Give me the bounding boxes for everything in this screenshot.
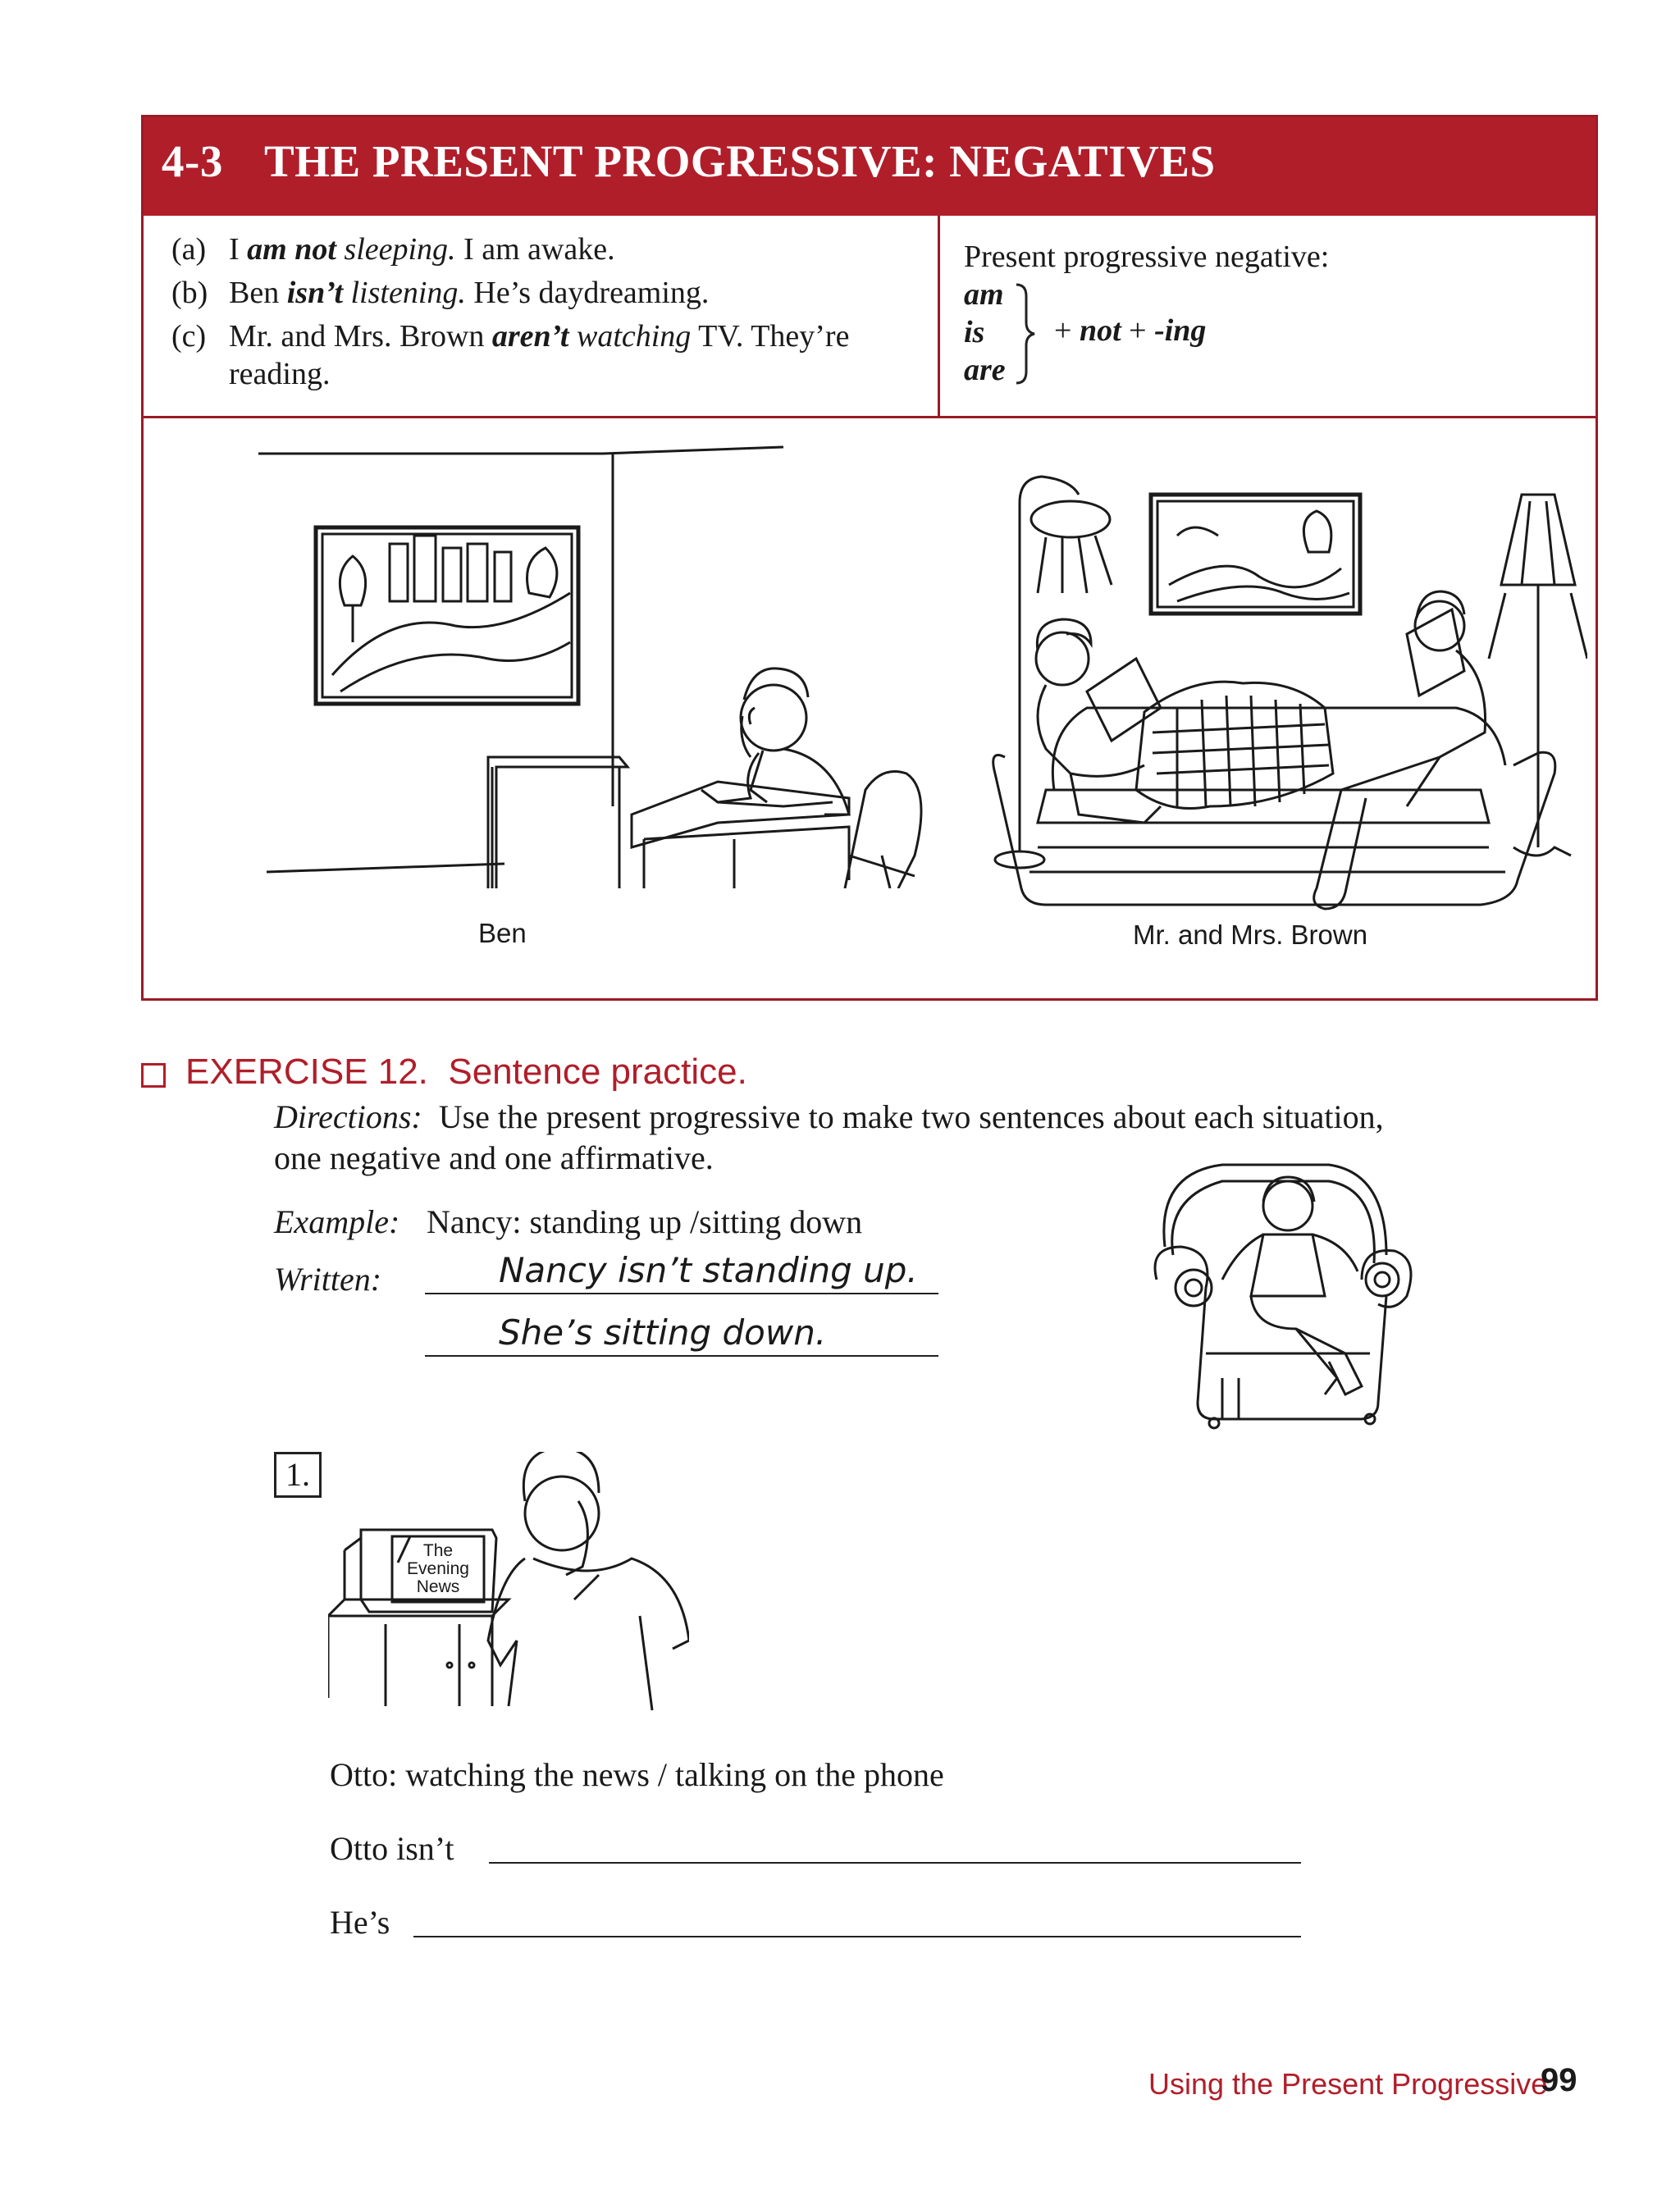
- example-text: Ben: [229, 276, 287, 310]
- example-label: Example:: [274, 1203, 400, 1240]
- item-line-1-start: Otto isn’t: [330, 1830, 454, 1867]
- example-text: TV. They’re: [691, 319, 850, 354]
- example-text: I: [229, 232, 248, 267]
- aux-are: are: [964, 353, 1006, 387]
- example-ing: watching: [576, 319, 692, 354]
- aux-am: am: [964, 277, 1004, 312]
- formula-heading: Present progressive negative:: [964, 240, 1330, 274]
- formula-ing: -ing: [1154, 313, 1207, 348]
- example-space: [336, 232, 345, 267]
- example-answer-1: Nancy isn’t standing up.: [499, 1250, 918, 1290]
- browns-illustration: [980, 462, 1587, 946]
- example-verb: am not: [247, 232, 336, 267]
- tv-screen-text: [397, 1542, 479, 1596]
- example-c-continuation: reading.: [229, 357, 331, 391]
- example-text: I am awake.: [455, 232, 615, 267]
- row-divider: [144, 416, 1596, 418]
- answer-line-2: [425, 1355, 938, 1357]
- otto-illustration: [328, 1452, 689, 1723]
- example-text: Mr. and Mrs. Brown: [229, 319, 492, 354]
- caption-browns: Mr. and Mrs. Brown: [1133, 920, 1368, 950]
- example-ing: sleeping.: [344, 232, 456, 267]
- chart-number: 4-3: [162, 136, 223, 186]
- caption-ben: Ben: [478, 918, 527, 948]
- example-label: (a): [171, 232, 207, 267]
- plus-sign: +: [1054, 313, 1072, 348]
- exercise-title: [185, 1052, 747, 1093]
- example-ing: listening.: [350, 276, 466, 310]
- page-number: 99: [1541, 2062, 1577, 2098]
- tv-text-line: News: [416, 1577, 460, 1596]
- written-label: Written:: [274, 1261, 382, 1298]
- example-answer-2: She’s sitting down.: [499, 1312, 827, 1353]
- exercise-checkbox[interactable]: [141, 1063, 166, 1088]
- exercise-heading: Sentence practice.: [448, 1052, 747, 1092]
- brace-icon: [1013, 281, 1038, 388]
- tv-text-line: Evening: [407, 1559, 469, 1578]
- directions-text: Use the present progressive to make two sentences about each situation,: [438, 1098, 1384, 1135]
- example-label: (c): [171, 319, 207, 354]
- directions-label: Directions:: [274, 1098, 422, 1135]
- answer-line-1: [425, 1293, 938, 1294]
- answer-blank-2[interactable]: [413, 1936, 1301, 1937]
- plus-sign: +: [1129, 313, 1147, 348]
- example-space: [568, 319, 577, 354]
- example-label: (b): [171, 276, 208, 310]
- directions-line-2: one negative and one affirmative.: [274, 1139, 714, 1176]
- answer-blank-1[interactable]: [489, 1862, 1301, 1864]
- tv-text-line: The: [422, 1541, 454, 1560]
- ben-illustration: [258, 429, 947, 888]
- example-verb: aren’t: [491, 319, 569, 354]
- example-text: He’s daydreaming.: [465, 276, 710, 310]
- aux-is: is: [964, 315, 985, 349]
- item-line-2-start: He’s: [330, 1904, 390, 1941]
- chart-heading: THE PRESENT PROGRESSIVE: NEGATIVES: [264, 136, 1216, 186]
- chart-header: [144, 117, 1596, 216]
- example-verb: isn’t: [286, 276, 343, 310]
- example-b: [171, 274, 709, 312]
- column-divider: [938, 216, 940, 418]
- chart-title: [162, 135, 1216, 187]
- grammar-chart: [141, 115, 1598, 1001]
- example-a: [171, 230, 615, 268]
- exercise-label: EXERCISE 12.: [185, 1052, 428, 1092]
- example-prompt: Nancy: standing up /sitting down: [427, 1203, 863, 1240]
- nancy-illustration: [1148, 1157, 1419, 1435]
- item-prompt: Otto: watching the news / talking on the phone: [330, 1756, 944, 1793]
- formula-expression: [1054, 313, 1206, 349]
- example-c: [171, 317, 849, 355]
- directions-line-1: [274, 1098, 1384, 1136]
- footer-chapter-title: Using the Present Progressive: [1148, 2067, 1548, 2101]
- example-space: [343, 276, 351, 310]
- item-number: 1.: [274, 1452, 322, 1498]
- formula-not: not: [1079, 313, 1121, 348]
